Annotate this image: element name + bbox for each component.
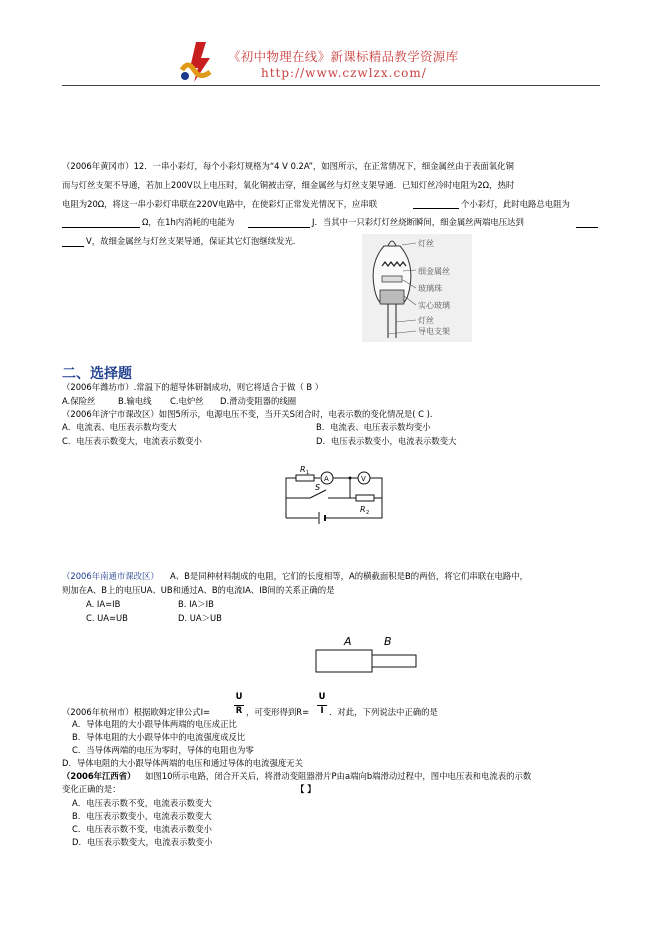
qb-option-a: A．电流表、电压表示数均变大 [62,422,177,432]
qd-fraction-2 [317,692,327,715]
node-dot [349,477,352,480]
wire-node-left [350,478,356,498]
qe-option-b: B．电压表示数变小，电流表示数变大 [72,811,212,821]
label-a: A [344,635,352,648]
label-r1-sub: 1 [306,470,310,476]
qe-option-a: A．电压表示数不变，电流表示数变大 [72,798,212,808]
qe-option-d: D．电压表示数变大，电流表示数变小 [72,837,213,847]
bulb-bead [382,276,402,282]
frac1-num: U [235,691,243,701]
qb-line-1: （2006年济宁市课改区）如图5所示，电源电压不变，当开关S闭合时，电表示数的变化情况是( C ). [62,409,433,419]
qd-option-a: A．导体电阻的大小跟导体两端的电压成正比 [72,719,237,729]
q12-blank-1 [413,208,459,209]
qd-option-d: D．导体电阻的大小跟导体两端的电压和通过导体的电流强度无关 [62,758,303,768]
circuit-figure [282,460,392,526]
frac2-num: U [318,691,326,701]
qb-option-c: C．电压表示数变大，电流表示数变小 [62,436,202,446]
label-r1: R [300,465,306,474]
qc-option-b: B. IA＞IB [178,599,214,609]
frac2-den: I [320,705,324,715]
qc-option-d: D. UA＞UB [178,613,222,623]
fig-label-filament: 灯丝 [418,239,434,248]
qe-source: （2006年江西省） [62,771,136,781]
q12-line-4a: Ω，在1h内消耗的电能为 [142,217,235,227]
fig-label-bead: 玻璃珠 [418,284,442,293]
fig-label-filament-2: 灯丝 [418,316,434,325]
q12-blank-4 [576,227,598,228]
qc-line-1: A、B是同种材料制成的电阻，它们的长度相等，A的横截面积是B的两倍，将它们串联在电路中， [170,571,528,581]
fig-label-glass: 实心玻璃 [418,301,450,310]
qd-line-1b: ，可变形得到R= [246,707,310,717]
qd-option-c: C．当导体两端的电压为零时，导体的电阻也为零 [72,745,254,755]
resistor-r2 [356,495,374,501]
header-title: 《初中物理在线》新课标精品教学资源库 [228,49,459,64]
bulb-base [380,290,404,304]
qc-source: （2006年南通市课改区） [62,571,159,581]
frac1-den: R [235,705,243,715]
label-voltmeter: V [361,475,366,483]
label-ammeter: A [324,475,329,483]
qe-line-2: 变化正确的是： [62,784,121,794]
conductor-figure [310,630,418,678]
qa-option-c: C.电炉丝 [170,396,204,406]
q12-blank-5 [62,246,84,247]
qa-option-b: B.输电线 [118,396,152,406]
qb-option-d: D．电压表示数变小，电流表示数变大 [316,436,457,446]
qd-line-1c: ．对此，下列说法中正确的是 [329,707,438,717]
conductor-b [372,655,416,667]
qa-option-d: D.滑动变阻器的线圈 [220,396,297,406]
label-switch: S [315,483,321,492]
qe-line-1: 如图10所示电路，闭合开关后，将滑动变阻器滑片P由a端向b端滑动过程中，图中电压表和电流表的示数 [145,771,532,781]
conductor-a [316,650,372,672]
qd-line-1a: （2006年杭州市）根据欧姆定律公式I= [62,707,211,717]
q12-line-3b: 个小彩灯，此时电路总电阻为 [461,199,570,209]
qa-line-1: （2006年潍坊市）.常温下的超导体研制成功，则它将适合于做（ B ） [62,382,324,392]
qe-option-c: C．电压表示数不变，电流表示数变小 [72,824,212,834]
q12-line-1: （2006年黄冈市）12．一串小彩灯，每个小彩灯规格为“4 V 0.2A”，如图所示，在正常情况下，细金属丝由于表面氧化铜 [62,161,514,171]
bulb-figure [362,234,472,342]
header [0,0,661,90]
site-logo-icon [176,40,216,84]
label-r2-sub: 2 [366,510,370,516]
qc-option-a: A. IA=IB [86,599,121,609]
qe-answer-bracket: 【 】 [296,784,316,794]
q12-line-4b: J．当其中一只彩灯灯丝烧断瞬间，细金属丝两端电压达到 [312,217,524,227]
q12-blank-2 [62,227,140,228]
label-r2: R [360,505,366,514]
q12-blank-3 [248,227,310,228]
label-b: B [384,635,392,648]
qd-fraction-1 [234,692,244,715]
section-title: 二、选择题 [62,366,132,382]
fig-label-support: 导电支架 [418,327,450,336]
resistor-r1 [296,475,314,481]
header-url[interactable]: http://www.czwlzx.com/ [261,66,427,80]
qc-line-2: 则加在A、B上的电压UA、UB和通过A、B的电流IA、IB间的关系正确的是 [62,585,335,595]
qa-option-a: A.保险丝 [62,396,96,406]
header-divider [62,85,600,86]
qd-option-b: B．导体电阻的大小跟导体中的电流强度成反比 [72,732,246,742]
qb-option-b: B．电流表、电压表示数均变小 [316,422,431,432]
q12-line-3a: 电阻为20Ω，将这一串小彩灯串联在220V电路中，在使彩灯正常发光情况下，应串联 [62,199,378,209]
q12-line-5: V，故细金属丝与灯丝支架导通，保证其它灯泡继续发光． [86,236,302,246]
fig-label-wire: 细金属丝 [418,267,450,276]
qc-option-c: C. UA=UB [86,613,128,623]
q12-line-2: 而与灯丝支架不导通，若加上200V以上电压时，氧化铜被击穿，细金属丝与灯丝支架导通．已知灯丝冷时电阻为2Ω，热时 [62,180,515,190]
